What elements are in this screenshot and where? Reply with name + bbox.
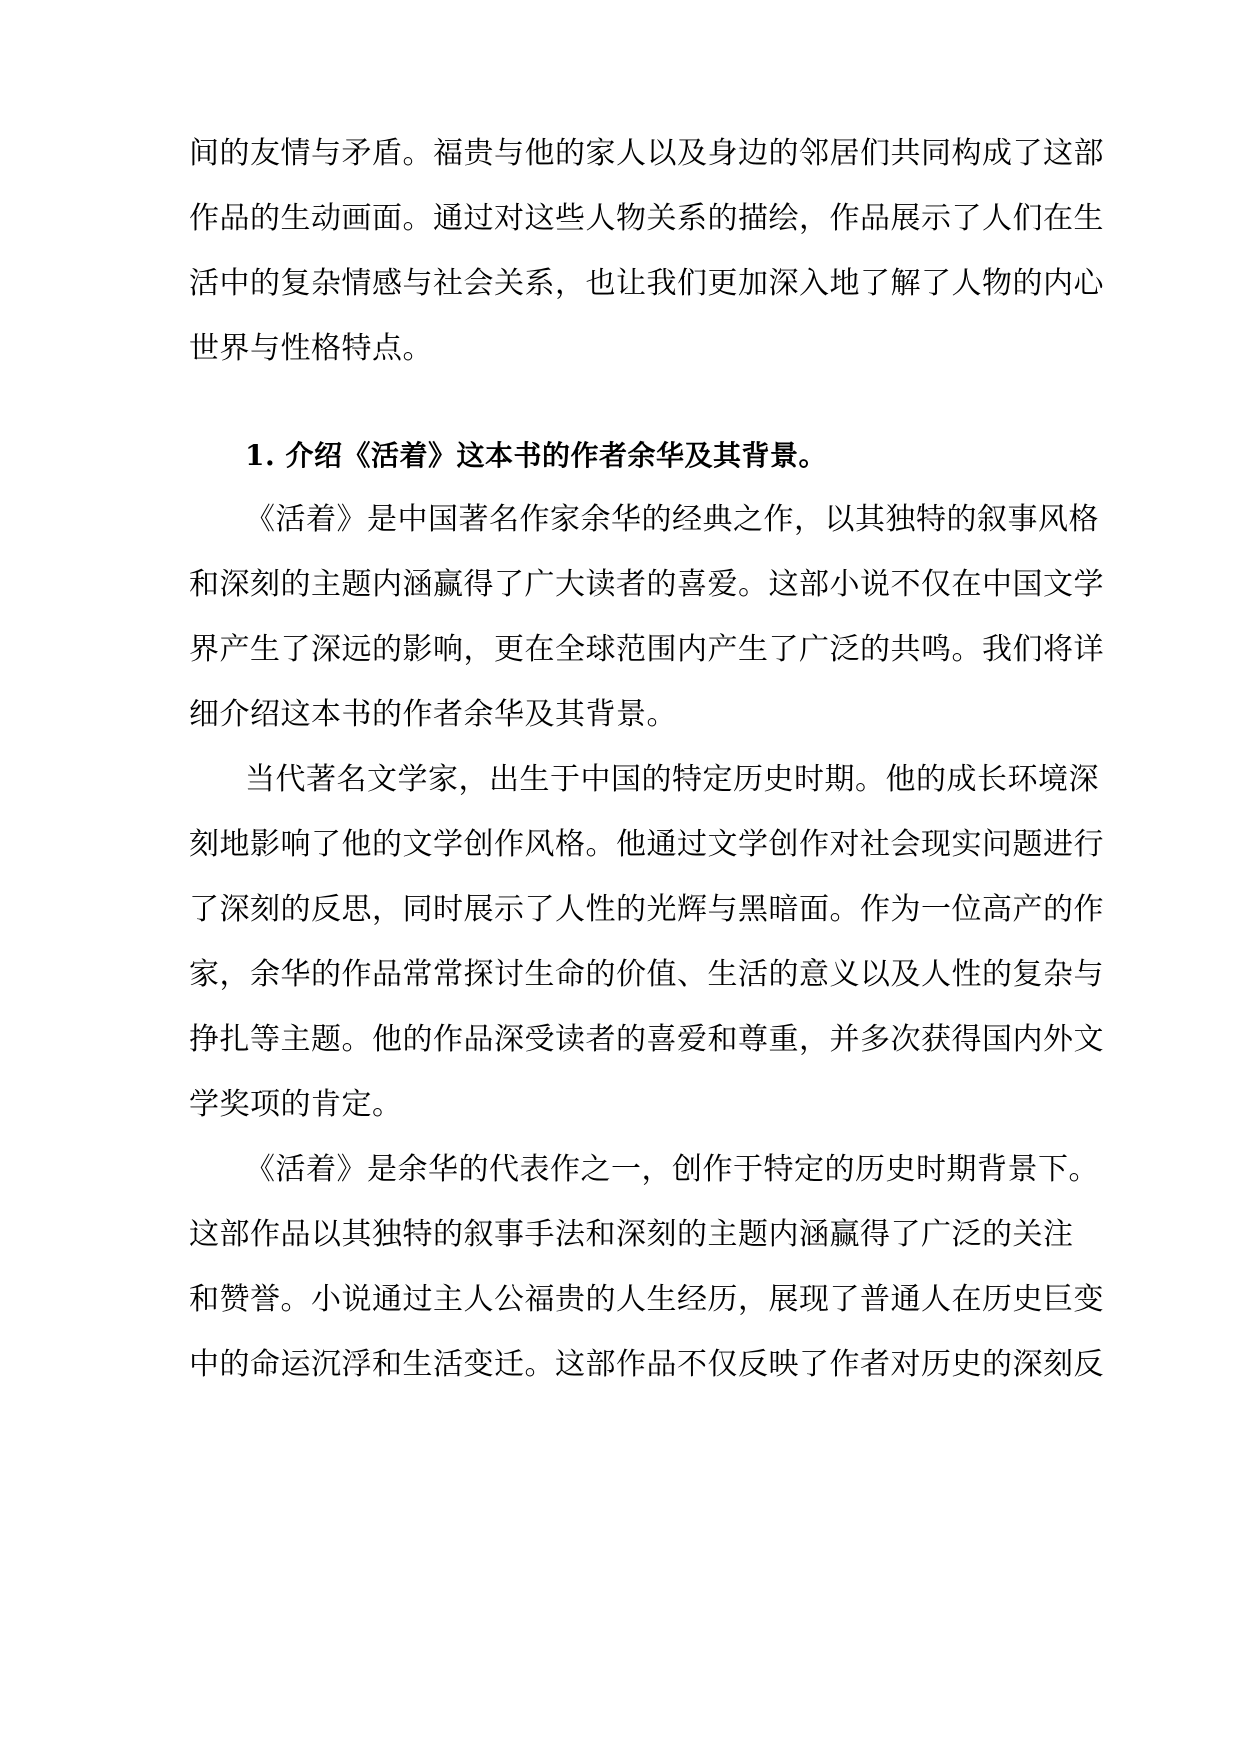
section-heading: 1. 介绍《活着》这本书的作者余华及其背景。 <box>245 439 827 472</box>
text-line: 间的友情与矛盾。福贵与他的家人以及身边的邻居们共同构成了这部 <box>189 136 1104 171</box>
text-line: 这部作品以其独特的叙事手法和深刻的主题内涵赢得了广泛的关注 <box>189 1217 1074 1252</box>
text-line: 世界与性格特点。 <box>189 331 433 366</box>
text-line: 了深刻的反思，同时展示了人性的光辉与黑暗面。作为一位高产的作 <box>189 892 1104 927</box>
text-line: 作品的生动画面。通过对这些人物关系的描绘，作品展示了人们在生 <box>189 201 1104 236</box>
text-line: 和深刻的主题内涵赢得了广大读者的喜爱。这部小说不仅在中国文学 <box>189 567 1104 602</box>
text-line: 和赞誉。小说通过主人公福贵的人生经历，展现了普通人在历史巨变 <box>189 1282 1104 1317</box>
text-line: 活中的复杂情感与社会关系，也让我们更加深入地了解了人物的内心 <box>189 266 1104 301</box>
text-line: 学奖项的肯定。 <box>189 1087 403 1122</box>
text-line: 细介绍这本书的作者余华及其背景。 <box>189 697 677 732</box>
text-line: 刻地影响了他的文学创作风格。他通过文学创作对社会现实问题进行 <box>189 827 1104 862</box>
text-line: 当代著名文学家，出生于中国的特定历史时期。他的成长环境深 <box>245 762 1099 797</box>
text-line: 《活着》是余华的代表作之一，创作于特定的历史时期背景下。 <box>245 1152 1099 1187</box>
text-line: 家，余华的作品常常探讨生命的价值、生活的意义以及人性的复杂与 <box>189 957 1104 992</box>
text-line: 中的命运沉浮和生活变迁。这部作品不仅反映了作者对历史的深刻反 <box>189 1347 1104 1382</box>
text-line: 界产生了深远的影响，更在全球范围内产生了广泛的共鸣。我们将详 <box>189 632 1104 667</box>
text-line: 《活着》是中国著名作家余华的经典之作，以其独特的叙事风格 <box>245 502 1099 537</box>
text-line: 挣扎等主题。他的作品深受读者的喜爱和尊重，并多次获得国内外文 <box>189 1022 1104 1057</box>
